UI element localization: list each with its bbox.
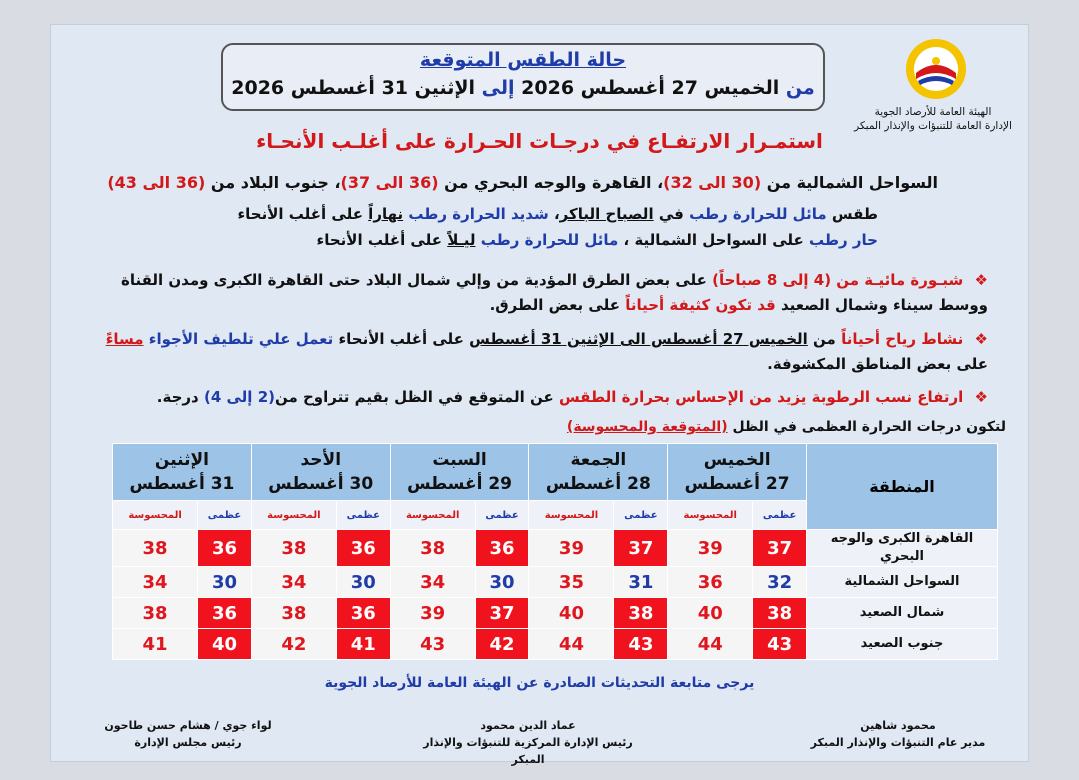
from-label: من [785, 77, 815, 99]
max-label: عظمى [336, 501, 390, 530]
bullet-marker-icon: ❖ [974, 271, 988, 289]
feels-like-label: المحسوسة [113, 501, 198, 530]
max-temp-cell: 36 [198, 598, 252, 629]
feels-like-cell: 38 [113, 598, 198, 629]
l1-d: الصباح الباكر [559, 205, 654, 223]
bullet-wind [88, 327, 988, 377]
max-temp-cell: 30 [198, 567, 252, 598]
day-header [529, 444, 668, 501]
feels-like-cell: 36 [668, 567, 753, 598]
day-header [113, 444, 252, 501]
max-label: عظمى [753, 501, 807, 530]
signature-title: رئيس الإدارة المركزية للتنبؤات والإنذار المبكر [423, 736, 633, 766]
feels-like-cell: 42 [251, 629, 336, 660]
signature-title: مدير عام التنبؤات والإنذار المبكر [810, 736, 986, 749]
to-label: إلى [481, 77, 515, 99]
max-temp-cell: 36 [336, 598, 390, 629]
max-label: عظمى [198, 501, 252, 530]
forecast-line-2 [317, 231, 878, 249]
max-label: عظمى [475, 501, 529, 530]
region-cell: جنوب الصعيد [807, 629, 998, 660]
b2-d: على أغلب الأنحاء [338, 330, 464, 348]
bulletin-page [50, 24, 1029, 766]
l2-a: حار رطب [809, 231, 878, 249]
signature-1 [788, 717, 1008, 751]
l1-g: نهاراً [368, 205, 404, 223]
south-range: (36 الى 43) [107, 173, 206, 192]
feels-like-cell: 44 [668, 629, 753, 660]
table-row [113, 598, 998, 629]
l1-f: شديد الحرارة رطب [408, 205, 549, 223]
b2-e: تعمل علي تلطيف الأجواء [148, 330, 334, 348]
feels-like-cell: 38 [113, 530, 198, 567]
l1-a: طقس [831, 205, 878, 223]
signature-3 [88, 717, 288, 751]
day-header [390, 444, 529, 501]
feels-like-cell: 34 [251, 567, 336, 598]
bullet-marker-icon: ❖ [974, 388, 988, 406]
feels-like-label: المحسوسة [390, 501, 475, 530]
temperature-ranges [107, 173, 938, 192]
bullet-marker-icon: ❖ [974, 330, 988, 348]
day-header [251, 444, 390, 501]
day-date: 27 أغسطس [684, 474, 790, 494]
feels-like-label: المحسوسة [529, 501, 614, 530]
feels-like-cell: 34 [113, 567, 198, 598]
headline: استمـرار الارتفـاع في درجـات الحـرارة على أغلـب الأنحـاء [256, 129, 823, 153]
region-header: المنطقة [807, 444, 998, 530]
date-range [223, 77, 823, 99]
signature-name: محمود شاهين [860, 719, 936, 732]
b2-c: الخميس 27 أغسطس الى الإثنين 31 أغسطس [469, 330, 808, 348]
caption-b: (المتوقعة والمحسوسة) [566, 419, 728, 435]
l2-e: على أغلب الأنحاء [316, 231, 442, 249]
cairo-range: (36 الى 37) [340, 173, 439, 192]
forecast-line-1 [238, 205, 879, 223]
max-temp-cell: 41 [336, 629, 390, 660]
caption-a: لتكون درجات الحرارة العظمى في الظل [732, 419, 1006, 435]
b3-c: (2 إلى 4) [203, 388, 275, 406]
max-temp-cell: 43 [614, 629, 668, 660]
follow-updates-note: يرجى متابعة التحديثات الصادرة عن الهيئة العامة للأرصاد الجوية [324, 675, 755, 691]
day-name: الإثنين [154, 450, 209, 470]
max-temp-cell: 36 [475, 530, 529, 567]
day-name: السبت [432, 450, 487, 470]
feels-like-cell: 43 [390, 629, 475, 660]
feels-like-cell: 35 [529, 567, 614, 598]
b1-b: (4 إلى 8 صباحاً) [712, 271, 832, 289]
max-temp-cell: 40 [198, 629, 252, 660]
region-cell: شمال الصعيد [807, 598, 998, 629]
feels-like-cell: 44 [529, 629, 614, 660]
l1-e: ، [553, 205, 560, 223]
day-date: 29 أغسطس [407, 474, 512, 494]
max-temp-cell: 38 [753, 598, 807, 629]
feels-like-cell: 40 [529, 598, 614, 629]
feels-like-cell: 38 [251, 598, 336, 629]
table-row [113, 629, 998, 660]
table-row [113, 530, 998, 567]
day-date: 31 أغسطس [129, 474, 235, 494]
coast-label: السواحل الشمالية من [766, 173, 938, 192]
ema-logo [904, 37, 968, 101]
region-cell: السواحل الشمالية [807, 567, 998, 598]
l1-b: مائل للحرارة رطب [689, 205, 827, 223]
b3-d: درجة. [156, 388, 199, 406]
bullet-humidity [88, 385, 988, 410]
b3-b: عن المتوقع في الظل بقيم تتراوح من [274, 388, 554, 406]
feels-like-label: المحسوسة [668, 501, 753, 530]
l1-c: في [658, 205, 684, 223]
feels-like-cell: 39 [390, 598, 475, 629]
feels-like-cell: 38 [390, 530, 475, 567]
coast-range: (30 الى 32) [663, 173, 762, 192]
table-row [113, 567, 998, 598]
feels-like-cell: 34 [390, 567, 475, 598]
page-title: حالة الطقس المتوقعة [419, 49, 627, 71]
end-date: الإثنين 31 أغسطس 2026 [231, 77, 476, 99]
signature-2 [408, 717, 648, 768]
b2-g: على بعض المناطق المكشوفة. [767, 355, 988, 373]
b2-b: من [813, 330, 836, 348]
max-temp-cell: 36 [198, 530, 252, 567]
day-name: الأحد [300, 450, 342, 470]
cairo-label: ، القاهرة والوجه البحري من [444, 173, 664, 192]
max-temp-cell: 36 [336, 530, 390, 567]
b1-c: على بعض الطرق المؤدية من وإلي شمال البلاد حتى القاهرة الكبرى ومدن القناة ووسط سيناء وشمال الصعيد [120, 271, 988, 314]
max-temp-cell: 31 [614, 567, 668, 598]
l2-c: مائل للحرارة رطب [480, 231, 619, 249]
signature-title: رئيس مجلس الإدارة [134, 736, 242, 749]
b1-a: شبـورة مائيـة من [836, 271, 964, 289]
south-label: ، جنوب البلاد من [210, 173, 341, 192]
max-temp-cell: 38 [614, 598, 668, 629]
feels-like-cell: 41 [113, 629, 198, 660]
org-line2: الإدارة العامة للتنبؤات والإنذار المبكر [854, 120, 1012, 132]
max-temp-cell: 37 [753, 530, 807, 567]
b3-a: ارتفاع نسب الرطوبة يزيد من الإحساس بحرارة الطقس [558, 388, 964, 406]
table-caption [567, 419, 1006, 435]
max-temp-cell: 30 [336, 567, 390, 598]
l2-d: ليـلاً [447, 231, 476, 249]
max-temp-cell: 43 [753, 629, 807, 660]
table-body [113, 530, 998, 660]
max-temp-cell: 42 [475, 629, 529, 660]
feels-like-cell: 39 [668, 530, 753, 567]
b1-d: قد تكون كثيفة أحياناً [625, 296, 776, 314]
day-date: 30 أغسطس [268, 474, 374, 494]
temperature-table [112, 443, 998, 660]
feels-like-cell: 39 [529, 530, 614, 567]
l1-h: على أغلب الأنحاء [237, 205, 363, 223]
title-box [221, 43, 825, 111]
max-temp-cell: 37 [475, 598, 529, 629]
max-temp-cell: 32 [753, 567, 807, 598]
b2-f: مساءً [105, 330, 144, 348]
day-name: الخميس [703, 450, 771, 470]
b2-a: نشاط رياح أحياناً [841, 330, 964, 348]
max-label: عظمى [614, 501, 668, 530]
signature-name: لواء جوي / هشام حسن طاحون [104, 719, 272, 732]
feels-like-label: المحسوسة [251, 501, 336, 530]
day-header [668, 444, 807, 501]
signature-name: عماد الدين محمود [480, 719, 576, 732]
org-line1: الهيئة العامة للأرصاد الجوية [874, 106, 992, 118]
max-temp-cell: 30 [475, 567, 529, 598]
start-date: الخميس 27 أغسطس 2026 [521, 77, 780, 99]
bullet-fog [88, 268, 988, 318]
day-date: 28 أغسطس [545, 474, 651, 494]
l2-b: على السواحل الشمالية ، [623, 231, 804, 249]
day-name: الجمعة [570, 450, 627, 470]
day-header-row [113, 444, 998, 501]
feels-like-cell: 38 [251, 530, 336, 567]
region-cell: القاهرة الكبرى والوجه البحري [807, 530, 998, 567]
max-temp-cell: 37 [614, 530, 668, 567]
b1-e: على بعض الطرق. [489, 296, 620, 314]
feels-like-cell: 40 [668, 598, 753, 629]
